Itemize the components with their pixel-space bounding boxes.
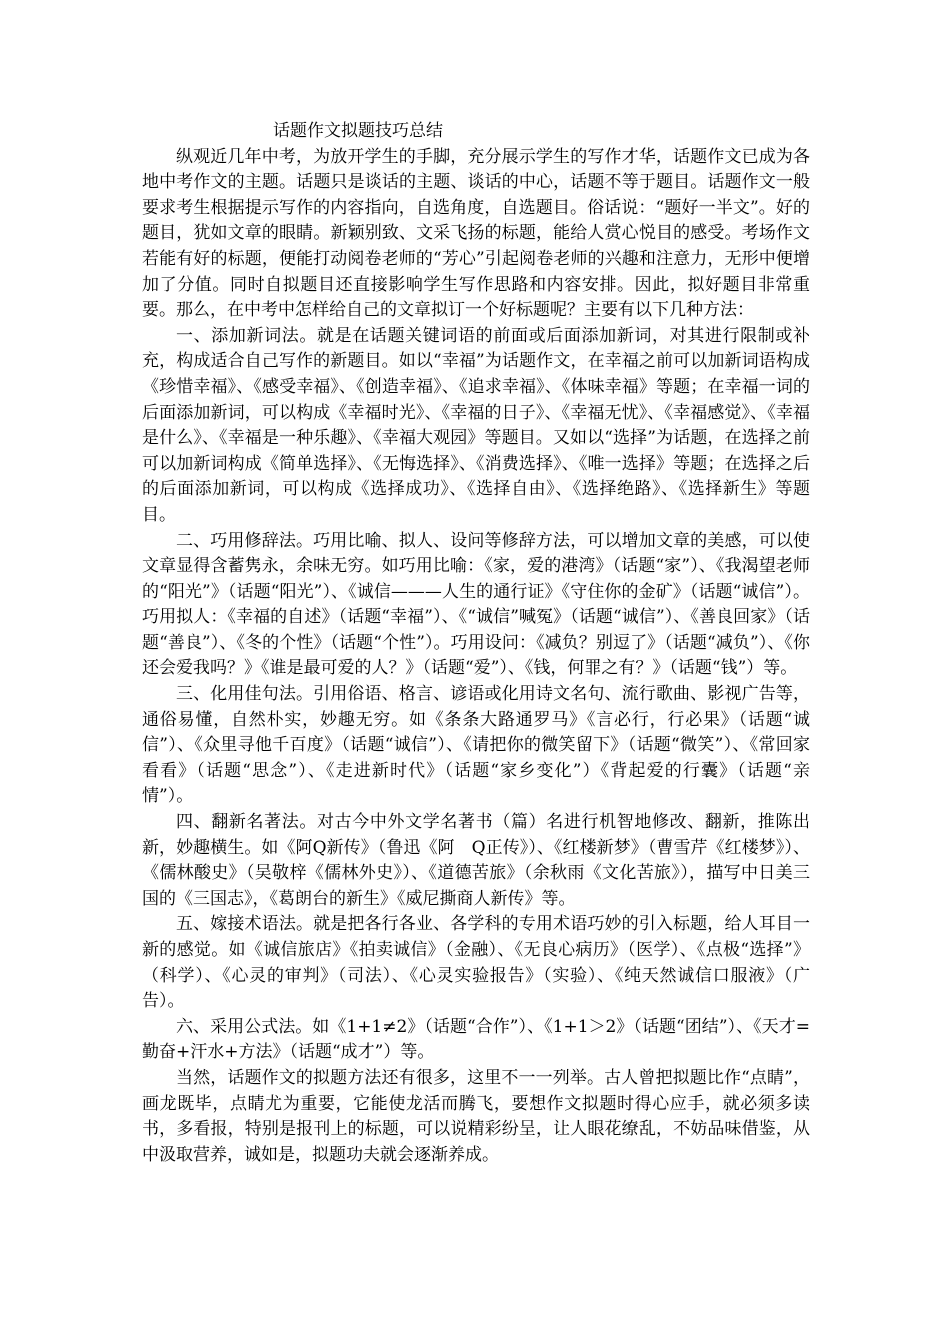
method-terminology-paragraph: 五、嫁接术语法。就是把各行各业、各学科的专用术语巧妙的引入标题，给人耳目一新的感觉。如《诚信旅店》《拍卖诚信》（金融）、《无良心病历》（医学）、《点极“选择”》（科学）、《心灵的审判》（司法）、《心灵实验报告》（实验）、《纯天然诚信口服液》（广告）。: [142, 914, 810, 1012]
document-title: 话题作文拟题技巧总结: [273, 121, 443, 141]
method-formula-paragraph: 六、采用公式法。如《1+1≠2》（话题“合作”）、《1+1＞2》（话题“团结”）、《天才=勤奋+汗水+方法》（话题“成才”）等。: [142, 1016, 810, 1063]
conclusion-paragraph: 当然，话题作文的拟题方法还有很多，这里不一一列举。古人曾把拟题比作“点睛”，画龙既毕，点睛尤为重要，它能使龙活而腾飞，要想作文拟题时得心应手，就必须多读书，多看报，特别是报刊上的标题，可以说精彩纷呈，让人眼花缭乱，不妨品味借鉴，从中汲取营养，诚如是，拟题功夫就会逐渐养成。: [142, 1067, 810, 1165]
method-add-words-paragraph: 一、添加新词法。就是在话题关键词语的前面或后面添加新词，对其进行限制或补充，构成适合自己写作的新题目。如以“幸福”为话题作文，在幸福之前可以加新词语构成《珍惜幸福》、《感受幸福》、《创造幸福》、《追求幸福》、《体味幸福》等题；在幸福一词的后面添加新词，可以构成《幸福时光》、《幸福的日子》、《幸福无忧》、《幸福感觉》、《幸福是什么》、《幸福是一种乐趣》、《幸福大观园》等题目。又如以“选择”为话题，在选择之前可以加新词构成《简单选择》、《无悔选择》、《消费选择》、《唯一选择》等题；在选择之后的后面添加新词，可以构成《选择成功》、《选择自由》、《选择绝路》、《选择新生》等题目。: [142, 325, 810, 525]
method-quotation-paragraph: 三、化用佳句法。引用俗语、格言、谚语或化用诗文名句、流行歌曲、影视广告等，通俗易懂，自然朴实，妙趣无穷。如《条条大路通罗马》《言必行，行必果》（话题“诚信”）、《众里寻他千百度》（话题“诚信”）、《请把你的微笑留下》（话题“微笑”）、《常回家看看》（话题“思念”）、《走进新时代》（话题“家乡变化”）《背起爱的行囊》（话题“亲情”）。: [142, 684, 810, 807]
intro-paragraph: 纵观近几年中考，为放开学生的手脚，充分展示学生的写作才华，话题作文已成为各地中考作文的主题。话题只是谈话的主题、谈话的中心，话题不等于题目。话题作文一般要求考生根据提示写作的内容指向，自选角度，自选题目。俗话说：“题好一半文”。好的题目，犹如文章的眼睛。新颖别致、文采飞扬的标题，能给人赏心悦目的感受。考场作文若能有好的标题，便能打动阅卷老师的“芳心”引起阅卷老师的兴趣和注意力，无形中便增加了分值。同时自拟题目还直接影响学生写作思路和内容安排。因此，拟好题目非常重要。那么，在中考中怎样给自己的文章拟订一个好标题呢？主要有以下几种方法：: [142, 146, 810, 321]
document-body: [142, 119, 810, 1168]
method-rhetoric-paragraph: 二、巧用修辞法。巧用比喻、拟人、设问等修辞方法，可以增加文章的美感，可以使文章显得含蓄隽永，余味无穷。如巧用比喻：《家，爱的港湾》（话题“家”）、《我渴望老师的“阳光”》（话题“阳光”）、《诚信———人生的通行证》《守住你的金矿》（话题“诚信”）。巧用拟人：《幸福的自述》（话题“幸福”）、《“诚信”喊冤》（话题“诚信”）、《善良回家》（话题“善良”）、《冬的个性》（话题“个性”）。巧用设问：《减负？别逗了》（话题“减负”）、《你还会爱我吗？》《谁是最可爱的人？》（话题“爱”）、《钱，何罪之有？》（话题“钱”）等。: [142, 530, 810, 679]
method-classics-paragraph: 四、翻新名著法。对古今中外文学名著书（篇）名进行机智地修改、翻新，推陈出新，妙趣横生。如《阿Q新传》（鲁迅《阿 Q正传》）、《红楼新梦》（曹雪芹《红楼梦》）、《儒林酸史》（吴敬梓《儒林外史》）、《道德苦旅》（余秋雨《文化苦旅》），描写中日美三国的《三国志》，《葛朗台的新生》《威尼撕商人新传》等。: [142, 812, 810, 909]
